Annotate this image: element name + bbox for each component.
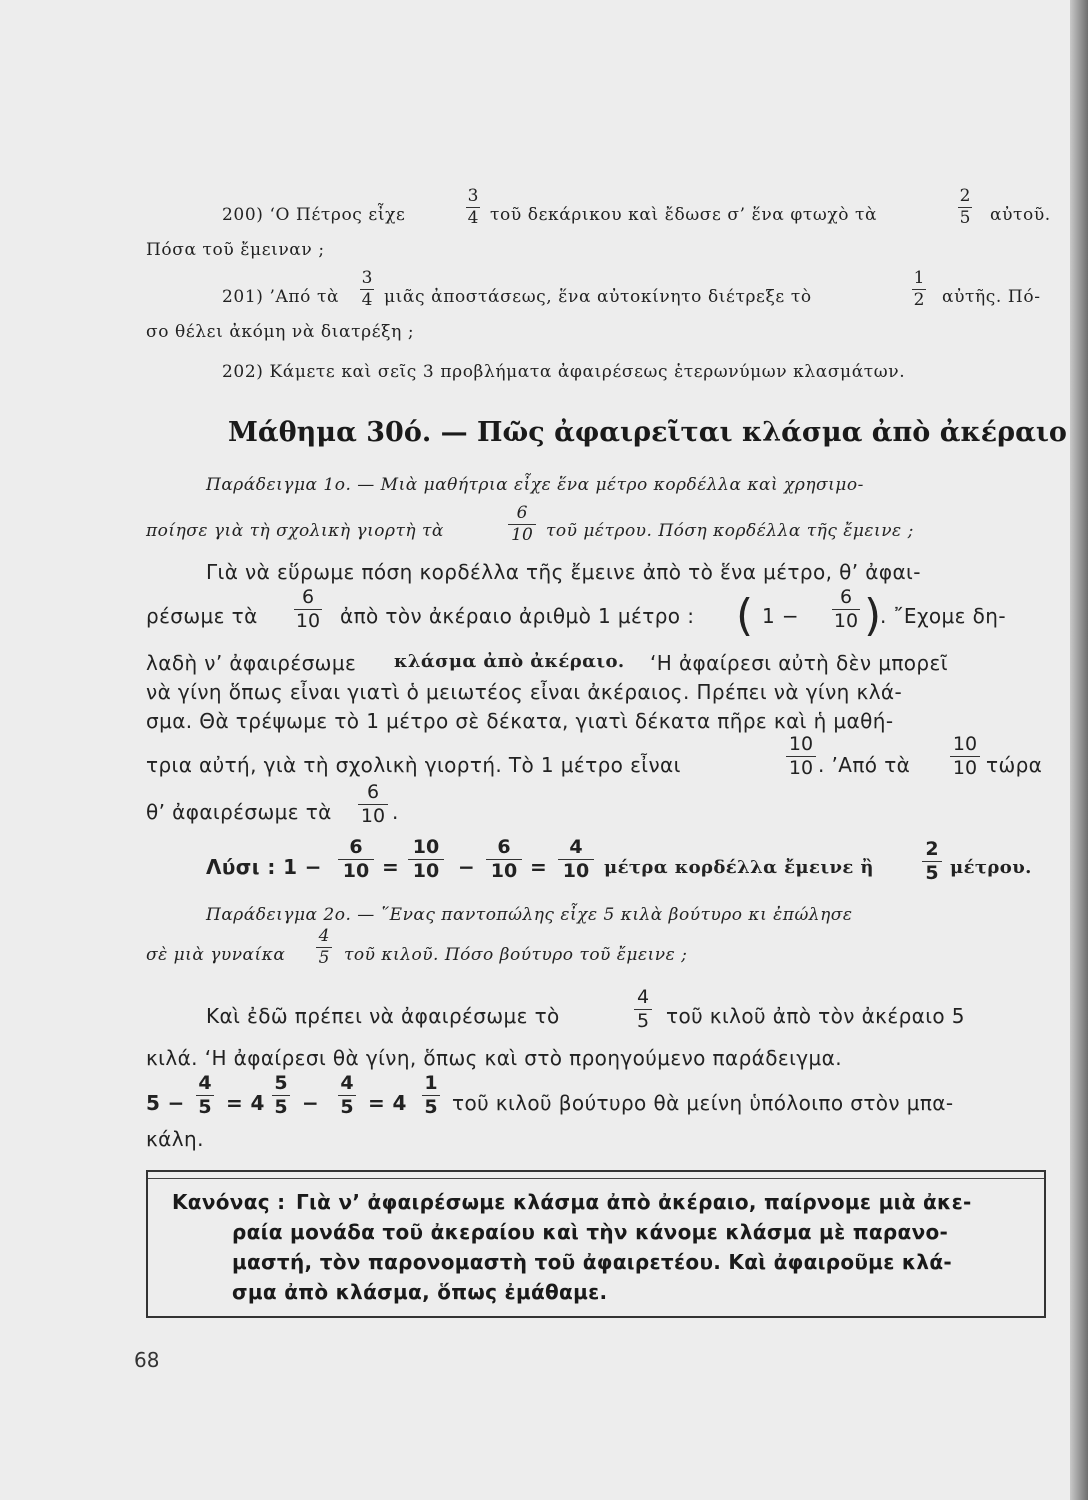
fraction-6-10: 6 10 xyxy=(833,586,859,632)
book-spine-edge xyxy=(1070,0,1088,1500)
solution-2-equals-4: = 4 xyxy=(226,1091,265,1115)
rule-label: Κανόνας : xyxy=(172,1190,286,1214)
explanation-line-3-c: ‘Η ἀφαίρεσι αὐτὴ δὲν μπορεῖ xyxy=(650,651,948,675)
lesson-heading: Μάθημα 30ό. — Πῶς ἀφαιρεῖται κλάσμα ἀπὸ ἀκέραιο xyxy=(228,417,1067,448)
rule-box xyxy=(146,1170,1046,1318)
solution-2-equals-4: = 4 xyxy=(368,1091,407,1115)
example-2-text-3: κάλη. xyxy=(146,1127,204,1151)
solution-1-label: Λύσι : 1 − xyxy=(206,855,322,879)
equals-sign: = xyxy=(382,855,400,879)
fraction-3-4: 3 4 xyxy=(361,268,373,310)
explanation-line-2-b: ἀπὸ τὸν ἀκέραιο ἀριθμὸ 1 μέτρο : xyxy=(340,604,695,628)
rule-line-1: Γιὰ ν’ ἀφαιρέσωμε κλάσμα ἀπὸ ἀκέραιο, παίρνομε μιὰ ἀκε- xyxy=(296,1190,972,1214)
rule-line-4: σμα ἀπὸ κλάσμα, ὅπως ἐμάθαμε. xyxy=(232,1280,608,1304)
open-parenthesis: ( xyxy=(736,590,754,641)
page-number: 68 xyxy=(134,1348,160,1372)
example-2-line-2-b: τοῦ κιλοῦ. Πόσο βούτυρο τοῦ ἔμεινε ; xyxy=(344,945,688,965)
explanation-one-minus: 1 − xyxy=(762,604,800,628)
example-2-line-2-a: σὲ μιὰ γυναίκα xyxy=(146,945,286,965)
exercise-201-text-b: μιᾶς ἀποστάσεως, ἕνα αὐτοκίνητο διέτρεξε τὸ xyxy=(384,287,812,307)
explanation-line-7: θ’ ἀφαιρέσωμε τὰ xyxy=(146,800,332,824)
explanation-line-3-b: κλάσμα ἀπὸ ἀκέραιο. xyxy=(394,651,625,672)
fraction-4-5: 4 5 xyxy=(316,928,332,967)
example-2-text-1-a: Καὶ ἐδῶ πρέπει νὰ ἀφαιρέσωμε τὸ xyxy=(206,1004,560,1028)
solution-1-tail-b: μέτρου. xyxy=(950,857,1032,878)
explanation-line-4: νὰ γίνη ὅπως εἶναι γιατὶ ὁ μειωτέος εἶναι ἀκέραιος. Πρέπει νὰ γίνη κλά- xyxy=(146,680,903,704)
rule-line-3: μαστή, τὸν παρονομαστὴ τοῦ ἀφαιρετέου. Καὶ ἀφαιροῦμε κλά- xyxy=(232,1250,952,1274)
fraction-6-10: 6 10 xyxy=(486,838,522,881)
fraction-10-10: 10 10 xyxy=(786,735,816,778)
fraction-1-5: 1 5 xyxy=(422,1074,440,1117)
fraction-5-5: 5 5 xyxy=(272,1074,290,1117)
exercise-200-text-b: τοῦ δεκάρικου καὶ ἔδωσε σ’ ἕνα φτωχὸ τὰ xyxy=(490,205,878,225)
equals-sign: = xyxy=(530,855,548,879)
explanation-line-6-c: τώρα xyxy=(986,753,1043,777)
exercise-200-line-2: Πόσα τοῦ ἔμειναν ; xyxy=(146,240,325,260)
example-1-line-1: Παράδειγμα 1ο. — Μιὰ μαθήτρια εἶχε ἕνα μέτρο κορδέλλα καὶ χρησιμο- xyxy=(206,475,864,495)
fraction-1-2: 1 2 xyxy=(913,268,925,310)
exercise-201-text-c: αὐτῆς. Πό- xyxy=(942,287,1041,307)
explanation-line-2-c: . ῎Εχομε δη- xyxy=(880,604,1006,628)
explanation-line-6-b: . ’Από τὰ xyxy=(818,753,911,777)
fraction-10-10: 10 10 xyxy=(408,838,444,881)
fraction-4-5: 4 5 xyxy=(196,1074,214,1117)
example-2-line-1: Παράδειγμα 2ο. — ῞Ενας παντοπώλης εἶχε 5 κιλὰ βούτυρο κι ἐπώλησε xyxy=(206,905,853,925)
fraction-4-5: 4 5 xyxy=(634,988,652,1031)
minus-sign: − xyxy=(458,855,476,879)
solution-2-tail: τοῦ κιλοῦ βούτυρο θὰ μείνη ὑπόλοιπο στὸν μπα- xyxy=(452,1091,954,1115)
fraction-4-10: 4 10 xyxy=(558,838,594,881)
period: . xyxy=(392,800,399,824)
explanation-line-1: Γιὰ νὰ εὕρωμε πόση κορδέλλα τῆς ἔμεινε ἀπὸ τὸ ἕνα μέτρο, θ’ ἀφαι- xyxy=(206,560,921,584)
fraction-6-10: 6 10 xyxy=(295,586,321,632)
solution-2-five-minus: 5 − xyxy=(146,1091,185,1115)
fraction-4-5: 4 5 xyxy=(338,1074,356,1117)
example-1-line-2-a: ποίησε γιὰ τὴ σχολικὴ γιορτὴ τὰ xyxy=(146,521,444,541)
fraction-3-4: 3 4 xyxy=(467,186,479,228)
fraction-6-10: 6 10 xyxy=(358,783,388,826)
fraction-10-10: 10 10 xyxy=(950,735,980,778)
example-1-line-2-b: τοῦ μέτρου. Πόση κορδέλλα τῆς ἔμεινε ; xyxy=(546,521,914,541)
solution-1-tail-a: μέτρα κορδέλλα ἔμεινε ἢ xyxy=(604,857,874,878)
close-parenthesis: ) xyxy=(864,590,882,641)
exercise-200-text-c: αὐτοῦ. xyxy=(990,205,1051,225)
exercise-202-text: 202) Κάμετε καὶ σεῖς 3 προβλήματα ἀφαιρέσεως ἑτερωνύμων κλασμάτων. xyxy=(222,362,906,382)
explanation-line-3-a: λαδὴ ν’ ἀφαιρέσωμε xyxy=(146,651,357,675)
explanation-line-6-a: τρια αὐτή, γιὰ τὴ σχολικὴ γιορτή. Τὸ 1 μέτρο εἶναι xyxy=(146,753,681,777)
minus-sign: − xyxy=(302,1091,320,1115)
explanation-line-5: σμα. Θὰ τρέψωμε τὸ 1 μέτρο σὲ δέκατα, γιατὶ δέκατα πῆρε καὶ ἡ μαθή- xyxy=(146,709,894,733)
example-2-text-1-b: τοῦ κιλοῦ ἀπὸ τὸν ἀκέραιο 5 xyxy=(666,1004,965,1028)
exercise-200-text-a: 200) ‘Ο Πέτρος εἶχε xyxy=(222,205,406,225)
rule-line-2: ραία μονάδα τοῦ ἀκεραίου καὶ τὴν κάνομε κλάσμα μὲ παρανο- xyxy=(232,1220,949,1244)
fraction-2-5: 2 5 xyxy=(922,840,942,883)
exercise-201-line-2: σο θέλει ἀκόμη νὰ διατρέξη ; xyxy=(146,322,415,342)
explanation-line-2-a: ρέσωμε τὰ xyxy=(146,604,258,628)
example-2-text-2: κιλά. ‘Η ἀφαίρεσι θὰ γίνη, ὅπως καὶ στὸ προηγούμενο παράδειγμα. xyxy=(146,1046,842,1070)
exercise-201-text-a: 201) ’Από τὰ xyxy=(222,287,340,307)
fraction-2-5: 2 5 xyxy=(959,186,971,228)
fraction-6-10: 6 10 xyxy=(508,505,536,544)
fraction-6-10: 6 10 xyxy=(338,838,374,881)
